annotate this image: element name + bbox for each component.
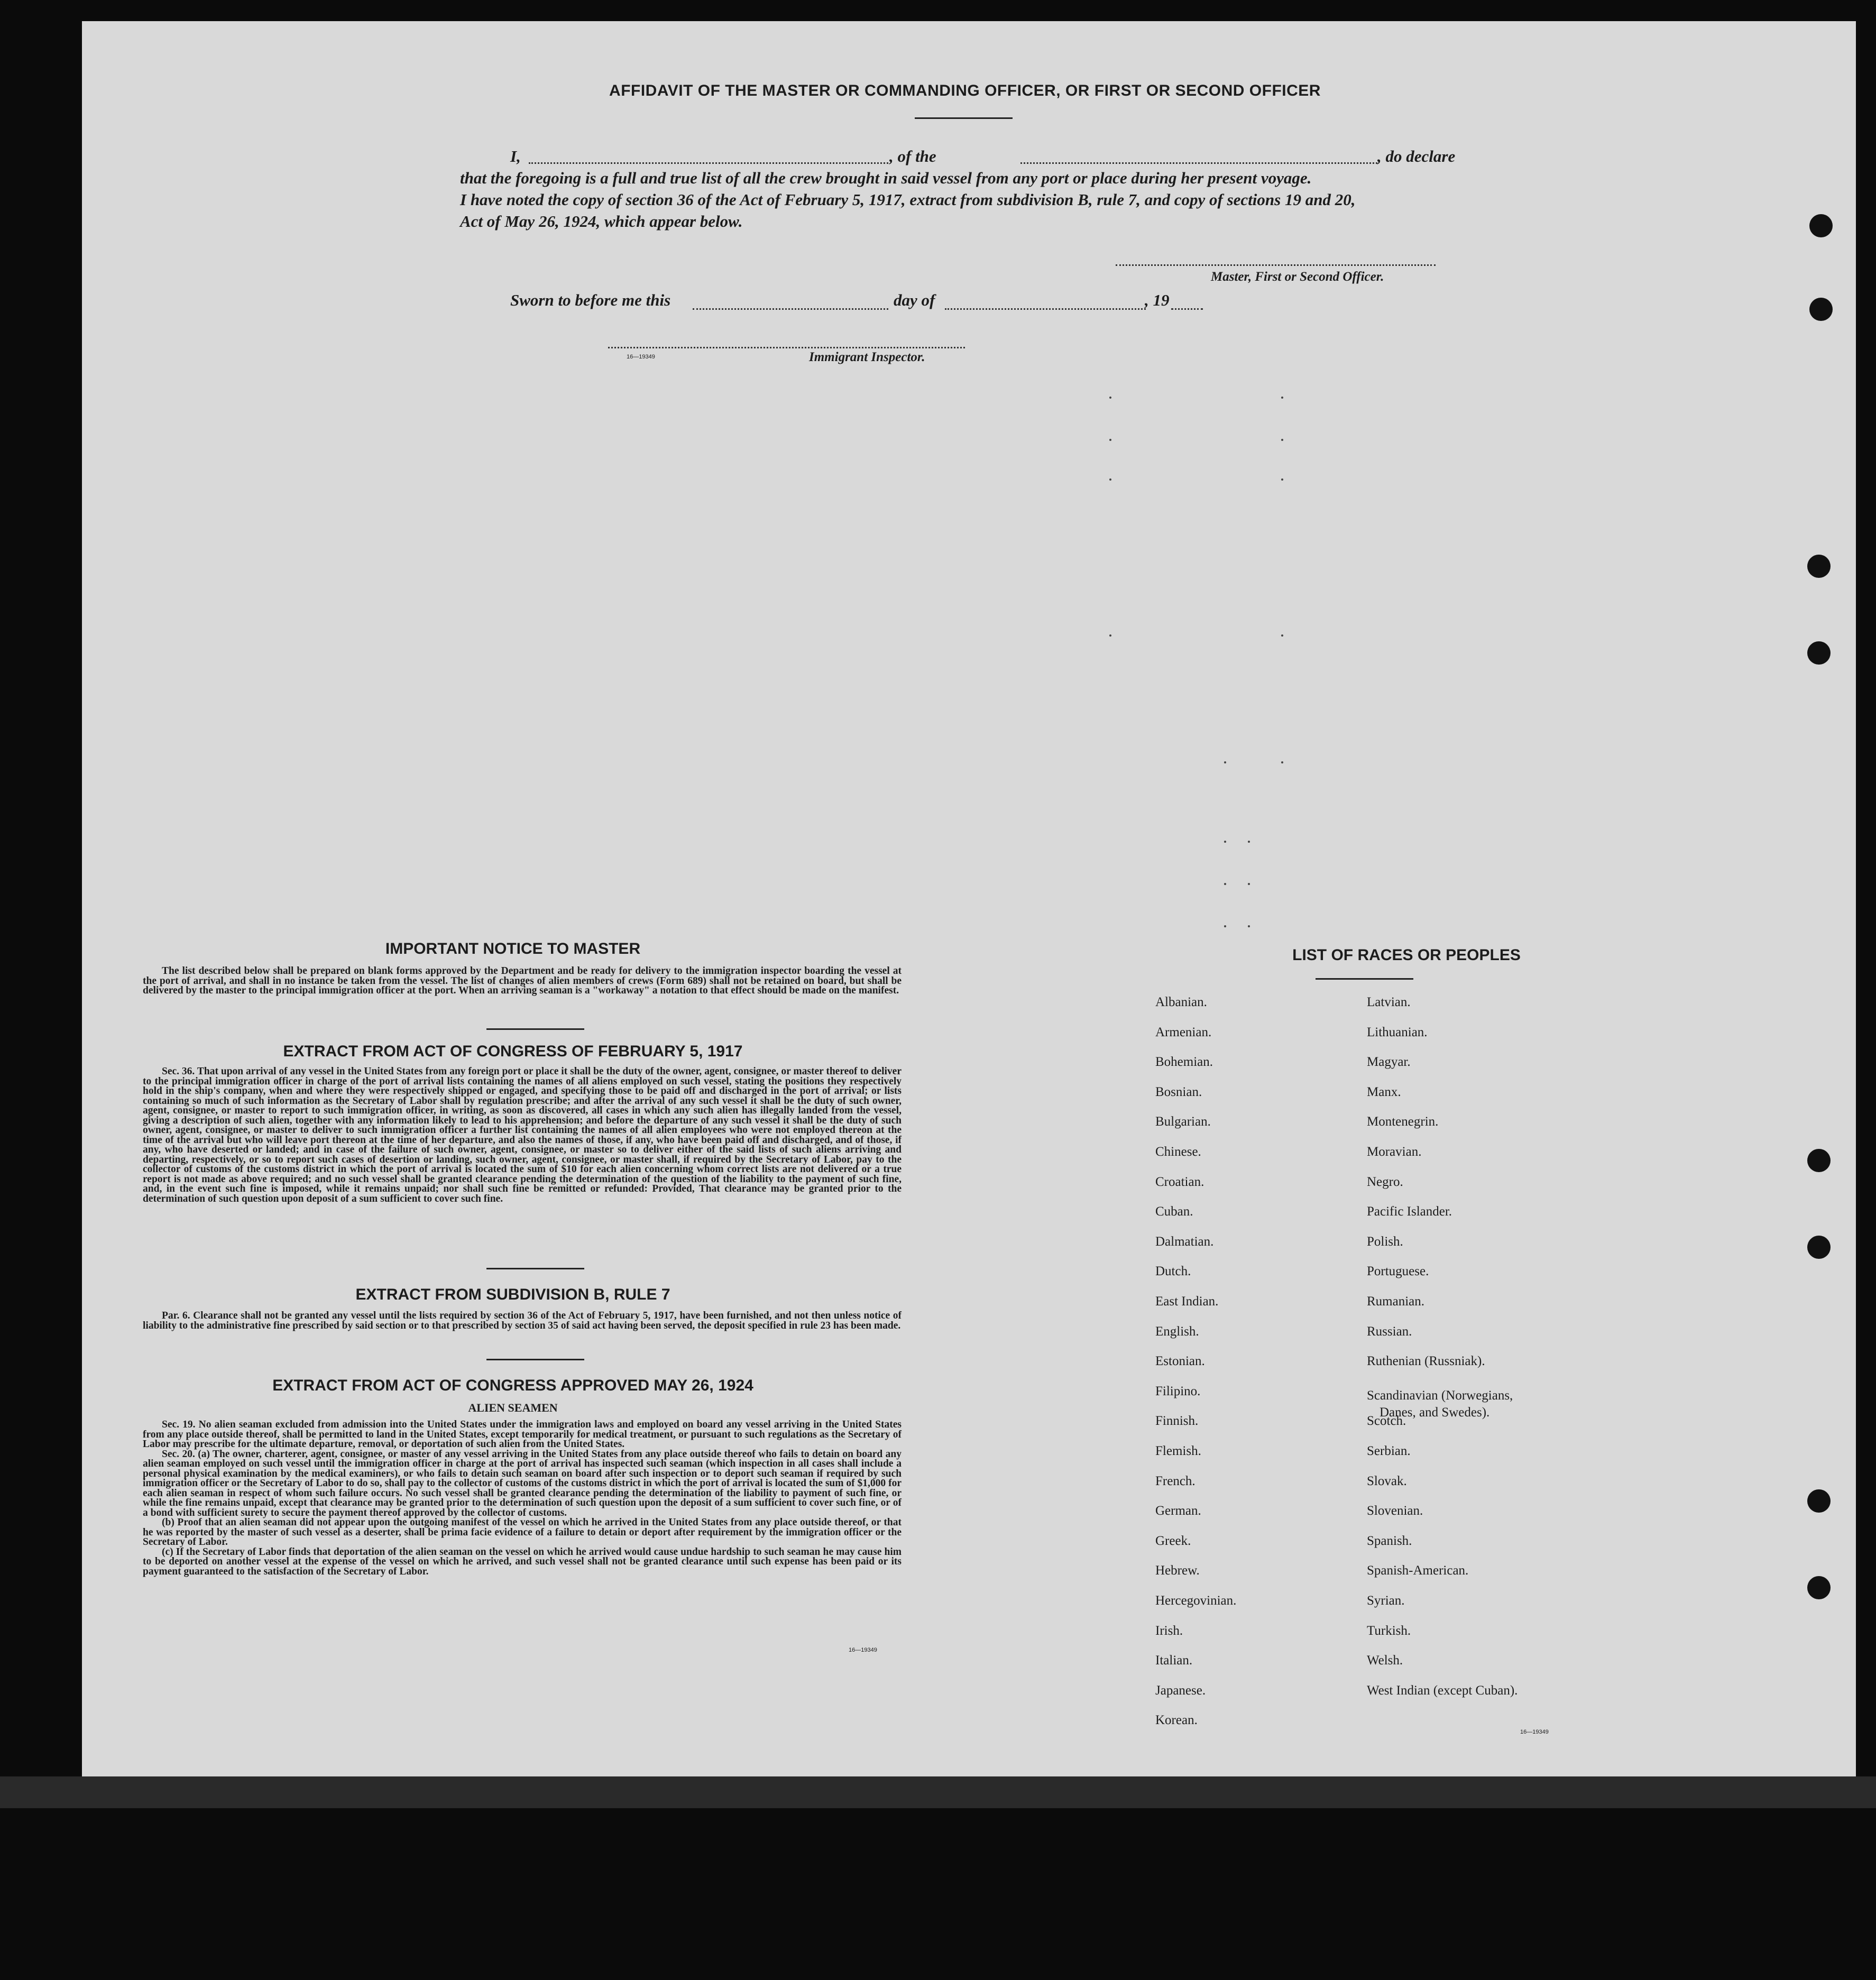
race-item: East Indian. xyxy=(1155,1294,1219,1309)
race-item: Filipino. xyxy=(1155,1384,1201,1398)
punch-hole xyxy=(1807,555,1831,578)
race-item: Bulgarian. xyxy=(1155,1115,1211,1129)
sworn-year: , 19 xyxy=(1145,291,1170,309)
race-item: Syrian. xyxy=(1367,1594,1405,1608)
sworn-day-of: day of xyxy=(894,291,935,309)
punch-hole xyxy=(1809,298,1833,321)
affidavit-of-the-label: , of the xyxy=(889,147,936,165)
sworn-prefix: Sworn to before me this xyxy=(510,291,671,309)
affidavit-text xyxy=(460,145,1454,232)
race-item: German. xyxy=(1155,1504,1201,1518)
sec-20c-paragraph: (c) If the Secretary of Labor finds that deportation of the alien seaman on the vessel on which he arrived would cause undue hardship to such seaman he may cause him to be deported on another vessel at the expense of the vessel on which he arrived, and such vessel shall not be granted clearance until such expense has been paid or its payment guaranteed to the satisfaction of the Secretary of Labor. xyxy=(143,1546,902,1577)
scan-speck xyxy=(1281,397,1283,399)
sec-20b-paragraph: (b) Proof that an alien seaman did not appear upon the outgoing manifest of the vessel on which he arrived in the United States from any place outside thereof, or that he was reported by the master of such vessel as a deserter, shall be prima facie evidence of a failure to detain or deport after requirement by the immigration officer or the Secretary of Labor. xyxy=(143,1517,902,1548)
form-number: 16—19349 xyxy=(627,354,655,360)
race-item: Slovenian. xyxy=(1367,1504,1423,1518)
scan-speck xyxy=(1224,883,1226,885)
race-item: English. xyxy=(1155,1324,1199,1339)
notice-title: IMPORTANT NOTICE TO MASTER xyxy=(385,940,641,957)
race-item: Rumanian. xyxy=(1367,1294,1425,1309)
punch-hole xyxy=(1807,641,1831,665)
scan-speck xyxy=(1224,841,1226,843)
scan-speck xyxy=(1109,397,1111,399)
race-item: Latvian. xyxy=(1367,995,1411,1009)
sec-19-paragraph: Sec. 19. No alien seaman excluded from admission into the United States under the immigration laws and employed on board any vessel arriving in the United States from any place outside thereof, shall be permitted to land in the United States, except temporarily for medical treatment, or pursuant to such regulations as the Secretary of Labor may prescribe for the ultimate departure, removal, or deportation of such alien from the United States. xyxy=(143,1419,902,1450)
form-number: 16—19349 xyxy=(849,1647,877,1653)
scan-speck xyxy=(1109,439,1111,441)
punch-hole xyxy=(1809,214,1833,237)
race-item: Armenian. xyxy=(1155,1025,1212,1039)
race-item: Albanian. xyxy=(1155,995,1207,1009)
master-signature-label: Master, First or Second Officer. xyxy=(1211,270,1384,284)
extract-rule7-body xyxy=(143,1311,902,1331)
affidavit-title: AFFIDAVIT OF THE MASTER OR COMMANDING OFFICER, OR FIRST OR SECOND OFFICER xyxy=(609,82,1321,99)
punch-hole xyxy=(1807,1489,1831,1513)
race-item: Greek. xyxy=(1155,1534,1191,1548)
scan-speck xyxy=(1109,478,1111,481)
name-blank[interactable] xyxy=(529,162,888,164)
race-item: Pacific Islander. xyxy=(1367,1204,1452,1219)
race-item: Croatian. xyxy=(1155,1175,1204,1189)
scan-speck xyxy=(1224,925,1226,927)
affidavit-declare-label: , do declare xyxy=(1377,147,1456,165)
scan-speck xyxy=(1281,761,1283,763)
race-item: Danes, and Swedes). xyxy=(1380,1405,1490,1420)
inspector-label: Immigrant Inspector. xyxy=(809,350,925,364)
race-item: Dalmatian. xyxy=(1155,1235,1214,1249)
race-item: Manx. xyxy=(1367,1085,1401,1099)
race-item: Italian. xyxy=(1155,1653,1193,1668)
race-item: Serbian. xyxy=(1367,1444,1411,1458)
race-item: Polish. xyxy=(1367,1235,1403,1249)
race-item: Cuban. xyxy=(1155,1204,1193,1219)
race-item: Portuguese. xyxy=(1367,1264,1429,1278)
race-item: Slovak. xyxy=(1367,1474,1407,1488)
scan-speck xyxy=(1224,761,1226,763)
race-item: Montenegrin. xyxy=(1367,1115,1439,1129)
race-item: Dutch. xyxy=(1155,1264,1191,1278)
scan-speck xyxy=(1248,883,1250,885)
sec-36-paragraph: Sec. 36. That upon arrival of any vessel in the United States from any foreign port or place it shall be the duty of the owner, agent, consignee, or master thereof to deliver to the principal immigration officer in charge of the port of arrival lists containing the names of all aliens employed on such vessel, stating the positions they respectively hold in the ship's company, when and where they were respectively shipped or engaged, and specifying those to be paid off and discharged in the port of arrival; or lists containing so much of such information as the Secretary of Labor shall by regulation prescribe; and after the arrival of any such vessel it shall be the duty of such owner, agent, consignee, or master to report to such immigration officer, in writing, as soon as discovered, all cases in which any such alien has illegally landed from the vessel, giving a description of such alien, together with any information likely to lead to his apprehension; and before the departure of any such vessel it shall be the duty of such owner, agent, consignee, or master to deliver to such immigration officer a further list containing the names of all alien employees who were not employed thereon at the time of the arrival but who will leave port thereon at the time of her departure, and also the names of those, if any, who have been paid off and discharged, and of those, if any, who have deserted or landed; and in case of the failure of such owner, agent, consignee, or master so to deliver either of the said lists of such aliens arriving and departing, respectively, or so to report such cases of desertion or landing, such owner, agent, consignee, or master shall, if required by the Secretary of Labor, pay to the collector of customs of the customs district in which the port of arrival is located the sum of $10 for each alien concerning whom correct lists are not delivered or a true report is not made as above required; and no such vessel shall be granted clearance pending the determination of the question of the liability to the payment of such fine, and, in the event such fine is imposed, while it remains unpaid; nor shall such fine be remitted or refunded: Provided, That clearance may be granted prior to the determination of such question upon deposit of a sum sufficient to cover such fine. xyxy=(143,1066,902,1204)
extract-1924-body xyxy=(143,1420,902,1577)
notice-body xyxy=(143,966,902,996)
extract-1917-title: EXTRACT FROM ACT OF CONGRESS OF FEBRUARY 5, 1917 xyxy=(283,1043,743,1060)
scan-border xyxy=(0,1776,1876,1808)
race-item: Turkish. xyxy=(1367,1624,1411,1638)
race-item: Irish. xyxy=(1155,1624,1183,1638)
race-item: Magyar. xyxy=(1367,1055,1411,1069)
extract-rule7-title: EXTRACT FROM SUBDIVISION B, RULE 7 xyxy=(355,1286,670,1303)
scan-speck xyxy=(1281,478,1283,481)
race-item: Spanish-American. xyxy=(1367,1563,1469,1578)
divider xyxy=(486,1268,584,1269)
punch-hole xyxy=(1807,1149,1831,1172)
race-item: Ruthenian (Russniak). xyxy=(1367,1354,1485,1368)
race-item: Bohemian. xyxy=(1155,1055,1213,1069)
race-item: Estonian. xyxy=(1155,1354,1205,1368)
race-item: Moravian. xyxy=(1367,1145,1422,1159)
race-item: Bosnian. xyxy=(1155,1085,1202,1099)
race-item: Spanish. xyxy=(1367,1534,1412,1548)
race-item: Hebrew. xyxy=(1155,1563,1200,1578)
affidavit-line-2: that the foregoing is a full and true list of all the crew brought in said vessel from any port or place during her present voyage. xyxy=(460,169,1312,187)
scan-speck xyxy=(1109,634,1111,637)
divider xyxy=(486,1028,584,1030)
divider xyxy=(915,117,1013,119)
divider xyxy=(1316,978,1413,980)
race-item: Welsh. xyxy=(1367,1653,1403,1668)
punch-hole xyxy=(1807,1576,1831,1599)
race-item: Finnish. xyxy=(1155,1414,1199,1428)
inspector-signature-blank[interactable] xyxy=(608,347,965,348)
notice-paragraph: The list described below shall be prepared on blank forms approved by the Department and be ready for delivery to the immigration inspector boarding the vessel at the port of arrival, and shall in no instance be taken from the vessel. The list of changes of alien members of crews (Form 689) shall not be retained on board, but shall be delivered by the master to the principal immigration officer at the port. When an arriving seaman is a "workaway" a notation to that effect should be made on the manifest. xyxy=(143,965,902,996)
sec-20a-paragraph: Sec. 20. (a) The owner, charterer, agent, consignee, or master of any vessel arriving in the United States from any place outside thereof who fails to detain on board any alien seaman employed on such vessel until the immigration officer in charge at the port of arrival has inspected such seaman (which inspection in all cases shall include a personal physical examination by the medical examiners), or who fails to detain such seaman on board after such inspection or to deport such seaman if required by such immigration officer or the Secretary of Labor to do so, shall pay to the collector of customs of the customs district in which the port of arrival is located the sum of $1,000 for each alien seaman in respect of whom such failure occurs. No such vessel shall be granted clearance pending the determination of the liability to payment of such fine, or while the fine remains unpaid, except that clearance may be granted prior to the determination of such question upon the deposit of a sum sufficient to cover such fine, or of a bond with sufficient surety to secure the payment thereof approved by the collector of customs. xyxy=(143,1448,902,1518)
race-item: Scandinavian (Norwegians, xyxy=(1367,1388,1513,1403)
affidavit-line-3: I have noted the copy of section 36 of the Act of February 5, 1917, extract from subdivision B, rule 7, and copy of sections 19 and 20, xyxy=(460,190,1356,209)
race-item: Japanese. xyxy=(1155,1683,1206,1698)
vessel-blank[interactable] xyxy=(1020,162,1377,164)
race-item: Negro. xyxy=(1367,1175,1403,1189)
race-item: West Indian (except Cuban). xyxy=(1367,1683,1518,1698)
extract-1924-title: EXTRACT FROM ACT OF CONGRESS APPROVED MAY 26, 1924 xyxy=(272,1377,753,1394)
scan-speck xyxy=(1281,634,1283,637)
divider xyxy=(486,1359,584,1360)
race-item: French. xyxy=(1155,1474,1196,1488)
punch-hole xyxy=(1807,1236,1831,1259)
alien-seamen-subtitle: ALIEN SEAMEN xyxy=(468,1401,558,1414)
scan-speck xyxy=(1248,925,1250,927)
race-item: Chinese. xyxy=(1155,1145,1201,1159)
par-6-paragraph: Par. 6. Clearance shall not be granted any vessel until the lists required by section 36 of the Act of February 5, 1917, have been furnished, and not then unless notice of liability to the administrative fine prescribed by said section or to that prescribed by section 35 of said act having been served, the deposit specified in rule 23 has been made. xyxy=(143,1310,902,1331)
affidavit-i-label: I, xyxy=(510,147,521,165)
extract-1917-body xyxy=(143,1067,902,1204)
scan-speck xyxy=(1248,841,1250,843)
master-signature-blank[interactable] xyxy=(1116,264,1436,266)
race-item: Scotch. xyxy=(1367,1414,1406,1428)
race-item: Flemish. xyxy=(1155,1444,1201,1458)
race-item: Lithuanian. xyxy=(1367,1025,1428,1039)
form-number: 16—19349 xyxy=(1520,1729,1549,1735)
sworn-year-blank[interactable] xyxy=(1171,308,1203,310)
affidavit-line-4: Act of May 26, 1924, which appear below. xyxy=(460,212,743,231)
sworn-month-blank[interactable] xyxy=(945,308,1146,310)
race-item: Russian. xyxy=(1367,1324,1412,1339)
race-item: Korean. xyxy=(1155,1713,1198,1727)
sworn-day-blank[interactable] xyxy=(693,308,888,310)
scan-speck xyxy=(1281,439,1283,441)
race-item: Hercegovinian. xyxy=(1155,1594,1237,1608)
races-title: LIST OF RACES OR PEOPLES xyxy=(1292,946,1521,964)
